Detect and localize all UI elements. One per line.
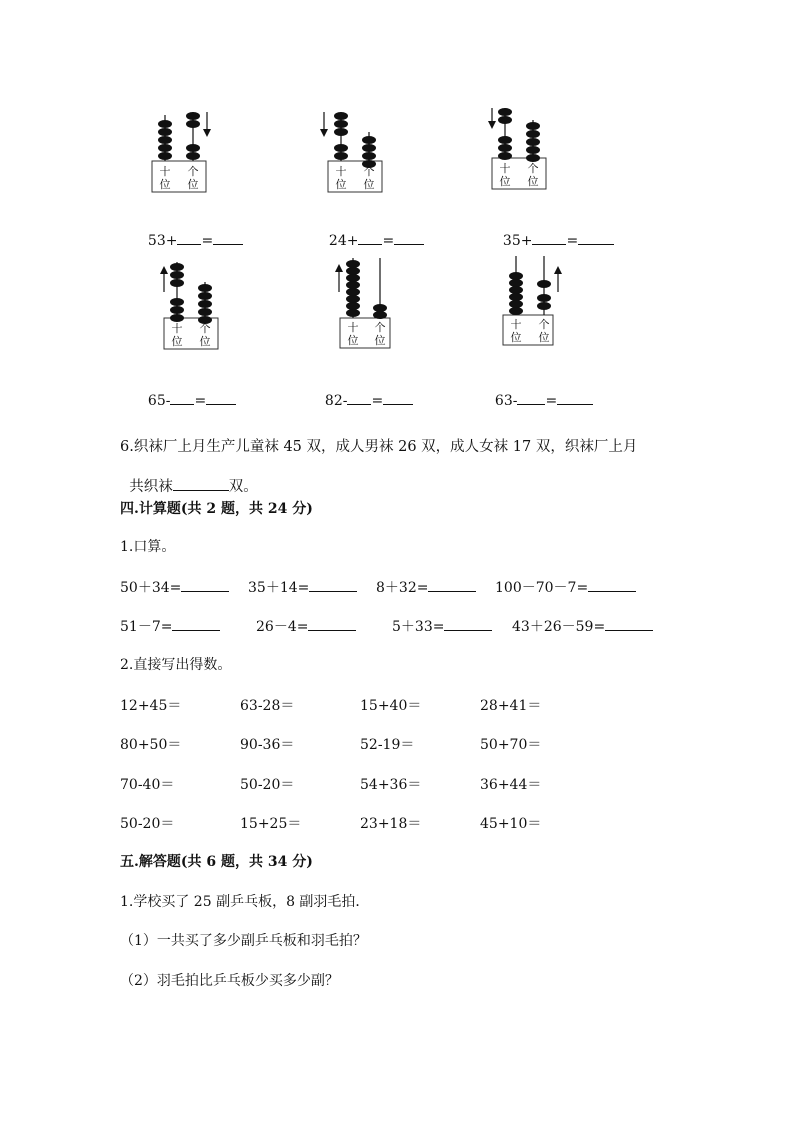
one-label: 个 位 (527, 162, 539, 188)
direct-answer-item: 50-20＝ (120, 816, 175, 832)
ten-label: 十 位 (510, 318, 522, 344)
one-label: 个 位 (363, 165, 375, 191)
section5-q1: 1.学校买了 25 副乒乓板，8 副羽毛拍． (120, 894, 370, 910)
abacus-equation: 53+ = (139, 214, 243, 250)
direct-answer-item: 52-19＝ (360, 737, 415, 753)
mental-math-item: 35＋14= (248, 579, 357, 597)
direct-answer-item: 90-36＝ (240, 737, 295, 753)
direct-answer-item: 15+25＝ (240, 816, 302, 832)
direct-answer-item: 28+41＝ (480, 698, 542, 714)
abacus-equation: 63- = (486, 374, 593, 410)
abacus-figures (0, 0, 794, 380)
direct-answer-item: 50-20＝ (240, 777, 295, 793)
ten-label: 十 位 (159, 165, 171, 191)
mental-math-item: 51－7= (120, 618, 220, 636)
direct-answer-item: 15+40＝ (360, 698, 422, 714)
mental-math-item: 5＋33= (392, 618, 492, 636)
ten-label: 十 位 (171, 322, 183, 348)
abacus-equation: 65- = (139, 374, 236, 410)
direct-answer-item: 54+36＝ (360, 777, 422, 793)
section5-q1-sub1: （1）一共买了多少副乒乓板和羽毛拍？ (120, 933, 367, 949)
section5-title: 五.解答题(共 6 题，共 34 分) (120, 854, 313, 870)
abacus-equation: 24+ = (320, 214, 424, 250)
one-label: 个 位 (187, 165, 199, 191)
mental-math-item: 100－70－7= (495, 579, 636, 597)
mental-math-item: 26－4= (256, 618, 356, 636)
one-label: 个 位 (199, 322, 211, 348)
direct-answer-item: 70-40＝ (120, 777, 175, 793)
direct-answer-item: 80+50＝ (120, 737, 182, 753)
q6-line2: 共织袜 双。 (129, 479, 258, 495)
ten-label: 十 位 (499, 162, 511, 188)
abacus-equation: 35+ = (494, 214, 614, 250)
mental-math-item: 43＋26－59= (512, 618, 653, 636)
section5-q1-sub2: （2）羽毛拍比乒乓板少买多少副？ (120, 973, 339, 989)
mental-math-item: 8＋32= (376, 579, 476, 597)
direct-answer-item: 36+44＝ (480, 777, 542, 793)
ten-label: 十 位 (347, 321, 359, 347)
section4-q2-title: 2.直接写出得数。 (120, 657, 232, 673)
direct-answer-item: 23+18＝ (360, 816, 422, 832)
mental-math-item: 50＋34= (120, 579, 229, 597)
direct-answer-item: 45+10＝ (480, 816, 542, 832)
section4-q1-title: 1.口算。 (120, 539, 176, 555)
q6-line1: 6.织袜厂上月生产儿童袜 45 双，成人男袜 26 双，成人女袜 17 双，织袜厂上月 (120, 439, 638, 455)
ten-label: 十 位 (335, 165, 347, 191)
section4-title: 四.计算题(共 2 题，共 24 分) (120, 501, 313, 517)
abacus-equation: 82- = (316, 374, 413, 410)
direct-answer-item: 63-28＝ (240, 698, 295, 714)
one-label: 个 位 (538, 318, 550, 344)
direct-answer-item: 50+70＝ (480, 737, 542, 753)
one-label: 个 位 (374, 321, 386, 347)
direct-answer-item: 12+45＝ (120, 698, 182, 714)
